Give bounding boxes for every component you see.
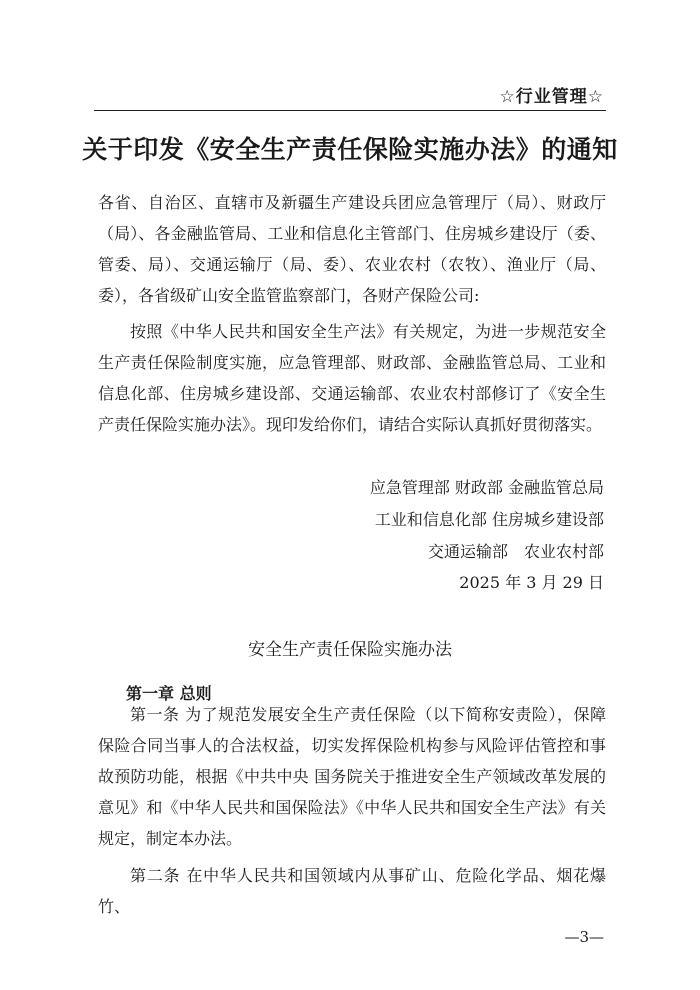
notice-date: 2025 年 3 月 29 日: [459, 573, 604, 592]
notice-body: 按照《中华人民共和国安全生产法》有关规定，为进一步规范安全生产责任保险制度实施，应急管理部、财政部、金融监管总局、工业和信息化部、住房城乡建设部、交通运输部、农业农村部修订了《安全生产责任保险实施办法》。现印发给你们，请结合实际认真抓好贯彻落实。: [98, 322, 606, 434]
signatory-line-1: 应急管理部 财政部 金融监管总局: [369, 478, 604, 497]
article-2: 第二条 在中华人民共和国领域内从事矿山、危险化学品、烟花爆竹、: [98, 866, 606, 916]
page-number: —3—: [564, 928, 604, 946]
signatory-line-3: 交通运输部 农业农村部: [427, 542, 604, 561]
article-1: 第一条 为了规范发展安全生产责任保险（以下简称安责险），保障保险合同当事人的合法权益，切实发挥保险机构参与风险评估管控和事故预防功能，根据《中共中央 国务院关于推进安全生产领域改革发展的意见》和《中华人民共和国保险法》《中华人民共和国安全生产法》有关规定，制定本办法。: [98, 705, 606, 848]
notice-title: 关于印发《安全生产责任保险实施办法》的通知: [82, 135, 618, 164]
chapter-heading: 第一章 总则: [126, 684, 212, 703]
section-tag: ☆行业管理☆: [499, 87, 604, 107]
header-divider: [94, 110, 606, 111]
notice-addressees: 各省、自治区、直辖市及新疆生产建设兵团应急管理厅（局）、财政厅（局）、各金融监管局、工业和信息化主管部门、住房城乡建设厅（委、管委、局）、交通运输厅（局、委）、农业农村（农牧）、渔业厅（局、委），各省级矿山安全监管监察部门，各财产保险公司:: [98, 193, 606, 305]
signatory-line-2: 工业和信息化部 住房城乡建设部: [374, 510, 604, 529]
measures-title: 安全生产责任保险实施办法: [248, 640, 452, 660]
